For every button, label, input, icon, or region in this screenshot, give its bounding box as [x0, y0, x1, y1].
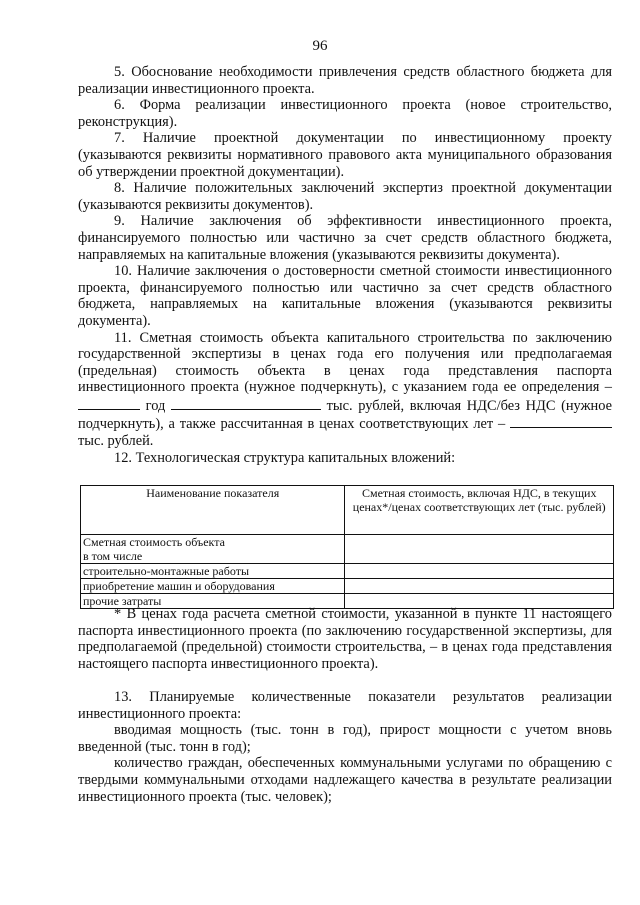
p11-part2: год — [145, 397, 166, 414]
row-value[interactable] — [345, 579, 614, 594]
row-label: Сметная стоимость объекта в том числе — [81, 535, 345, 564]
paragraph-12: 12. Технологическая структура капитальных вложений: — [114, 449, 456, 466]
paragraph-5: 5. Обоснование необходимости привлечения средств областного бюджета для реализации инвестиционного проекта. — [78, 64, 612, 97]
table-row — [81, 535, 614, 564]
footnote-block — [78, 606, 612, 672]
paragraph-8: 8. Наличие положительных заключений экспертиз проектной документации (указываются реквизиты документов). — [78, 180, 612, 213]
paragraph-6: 6. Форма реализации инвестиционного проекта (новое строительство, реконструкция). — [78, 97, 612, 130]
p11-part4: тыс. рублей. — [78, 433, 154, 450]
p11-part1: 11. Сметная стоимость объекта капитального строительства по заключению государственной экспертизы в ценах года его получения или предполагаемая (предельная) стоимость объекта в ценах года представления паспорта инвестиционного проекта (нужное подчеркнуть), с указанием года ее определения – — [78, 329, 612, 396]
row-value[interactable] — [345, 535, 614, 564]
header-indicator: Наименование показателя — [81, 486, 345, 535]
paragraphs-top — [78, 64, 612, 466]
paragraphs-bottom — [78, 689, 612, 805]
capital-structure-table — [80, 485, 614, 609]
table-footnote: * В ценах года расчета сметной стоимости, указанной в пункте 11 настоящего паспорта инвестиционного проекта (по заключению государственной экспертизы, для предполагаемой (предельной) стоимости строительства, – в ценах года представления настоящего паспорта инвестиционного проекта). — [78, 606, 612, 672]
year-blank[interactable] — [78, 396, 140, 410]
paragraph-13-capacity: вводимая мощность (тыс. тонн в год), прирост мощности с учетом вновь введенной (тыс. тонн в год); — [78, 722, 612, 755]
row-label: приобретение машин и оборудования — [81, 579, 345, 594]
paragraph-11 — [78, 330, 612, 450]
page-number: 96 — [312, 38, 328, 54]
row-value[interactable] — [345, 564, 614, 579]
paragraph-13: 13. Планируемые количественные показатели результатов реализации инвестиционного проекта: — [78, 689, 612, 722]
table-row — [81, 579, 614, 594]
paragraph-13-citizens: количество граждан, обеспеченных коммунальными услугами по обращению с твердыми коммунальными отходами надлежащего качества в результате реализации инвестиционного проекта (тыс. человек); — [78, 755, 612, 805]
table-row — [81, 564, 614, 579]
p11-part3: тыс. рублей, включая НДС/без НДС (нужное подчеркнуть), а также рассчитанная в ценах соответствующих лет – — [78, 397, 612, 433]
paragraph-7: 7. Наличие проектной документации по инвестиционному проекту (указываются реквизиты нормативного правового акта муниципального образования об утверждении проектной документации). — [78, 130, 612, 180]
table-header-row — [81, 486, 614, 535]
header-cost: Сметная стоимость, включая НДС, в текущих ценах*/ценах соответствующих лет (тыс. рублей) — [345, 486, 614, 535]
paragraph-10: 10. Наличие заключения о достоверности сметной стоимости инвестиционного проекта, финансируемого полностью или частично за счет средств областного бюджета, направляемых на капитальные вложения (указываются реквизиты документа). — [78, 263, 612, 329]
row-label: строительно-монтажные работы — [81, 564, 345, 579]
cost-years-blank[interactable] — [510, 414, 612, 428]
paragraph-9: 9. Наличие заключения об эффективности инвестиционного проекта, финансируемого полностью или частично за счет средств областного бюджета, направляемых на капитальные вложения (указываются реквизиты документа). — [78, 213, 612, 263]
cost-blank[interactable] — [171, 396, 321, 410]
row-label: прочие затраты — [81, 594, 345, 609]
